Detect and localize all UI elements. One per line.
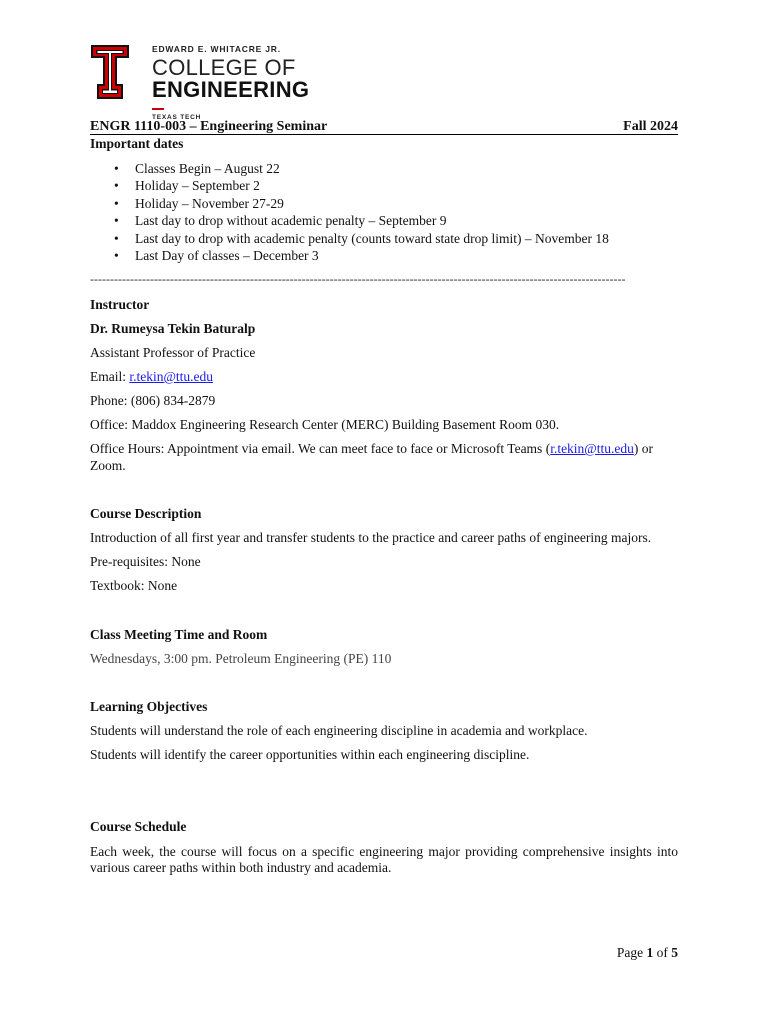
date-item: • Last day to drop with academic penalty (counts toward state drop limit) – November 18	[135, 230, 609, 247]
email-link[interactable]: r.tekin@ttu.edu	[129, 369, 214, 384]
textbook: Textbook: None	[90, 578, 178, 593]
page-number	[617, 945, 678, 961]
meeting-heading: Class Meeting Time and Room	[90, 627, 268, 642]
page-current: 1	[646, 945, 654, 960]
office-hours-text: Office Hours: Appointment via email. We can meet face to face or Microsoft Teams (	[90, 441, 551, 456]
office-hours	[90, 441, 678, 457]
course-term: Fall 2024	[623, 119, 678, 134]
objective-item: Students will understand the role of each engineering discipline in academia and workplace.	[90, 723, 588, 738]
objectives-heading: Learning Objectives	[90, 699, 208, 714]
page-label: Page	[616, 945, 647, 960]
double-t-logo-icon	[90, 44, 130, 100]
date-item: • Holiday – November 27-29	[135, 195, 609, 212]
instructor-phone: Phone: (806) 834-2879	[90, 393, 216, 408]
instructor-title: Assistant Professor of Practice	[90, 345, 256, 360]
instructor-heading: Instructor	[90, 297, 150, 312]
date-item: • Holiday – September 2	[135, 177, 609, 194]
date-item: • Last day to drop without academic penalty – September 9	[135, 212, 609, 229]
instructor-office: Office: Maddox Engineering Research Center (MERC) Building Basement Room 030.	[90, 417, 560, 432]
office-hours-suffix: ) or	[633, 441, 653, 456]
important-dates-list	[90, 160, 609, 264]
instructor-email-line	[90, 369, 213, 385]
course-title-bar	[90, 119, 678, 135]
instructor-name: Dr. Rumeysa Tekin Baturalp	[90, 321, 256, 336]
schedule-text: Each week, the course will focus on a specific engineering major providing comprehensive insights into various career paths within both industry and academia.	[90, 844, 678, 875]
college-logo	[90, 44, 330, 120]
logo-donor-name: EDWARD E. WHITACRE JR.	[152, 44, 281, 54]
prerequisites: Pre-requisites: None	[90, 554, 201, 569]
dashed-divider: --------------------------------------------------------------------------------------------------------------------------------------	[90, 272, 626, 286]
logo-texas-tech: TEXAS TECH	[152, 114, 202, 121]
page-of-label: of	[653, 945, 672, 960]
office-hours-line2: Zoom.	[90, 458, 126, 473]
date-item: • Classes Begin – August 22	[135, 160, 609, 177]
office-hours-email-link[interactable]: r.tekin@ttu.edu	[550, 441, 634, 456]
course-description-heading: Course Description	[90, 506, 202, 521]
schedule-heading: Course Schedule	[90, 819, 187, 834]
course-name: ENGR 1110-003 – Engineering Seminar	[90, 119, 328, 134]
date-item: • Last Day of classes – December 3	[135, 247, 609, 264]
logo-engineering: ENGINEERING	[152, 77, 310, 102]
meeting-text: Wednesdays, 3:00 pm. Petroleum Engineering (PE) 110	[90, 651, 392, 666]
logo-college-of: COLLEGE OF	[152, 55, 296, 80]
email-label: Email:	[90, 369, 130, 384]
important-dates-heading: Important dates	[90, 136, 184, 151]
objective-item: Students will identify the career opportunities within each engineering discipline.	[90, 747, 530, 762]
course-description-text: Introduction of all first year and transfer students to the practice and career paths of engineering majors.	[90, 530, 652, 545]
page-total: 5	[671, 945, 678, 960]
logo-red-bar	[152, 108, 164, 110]
